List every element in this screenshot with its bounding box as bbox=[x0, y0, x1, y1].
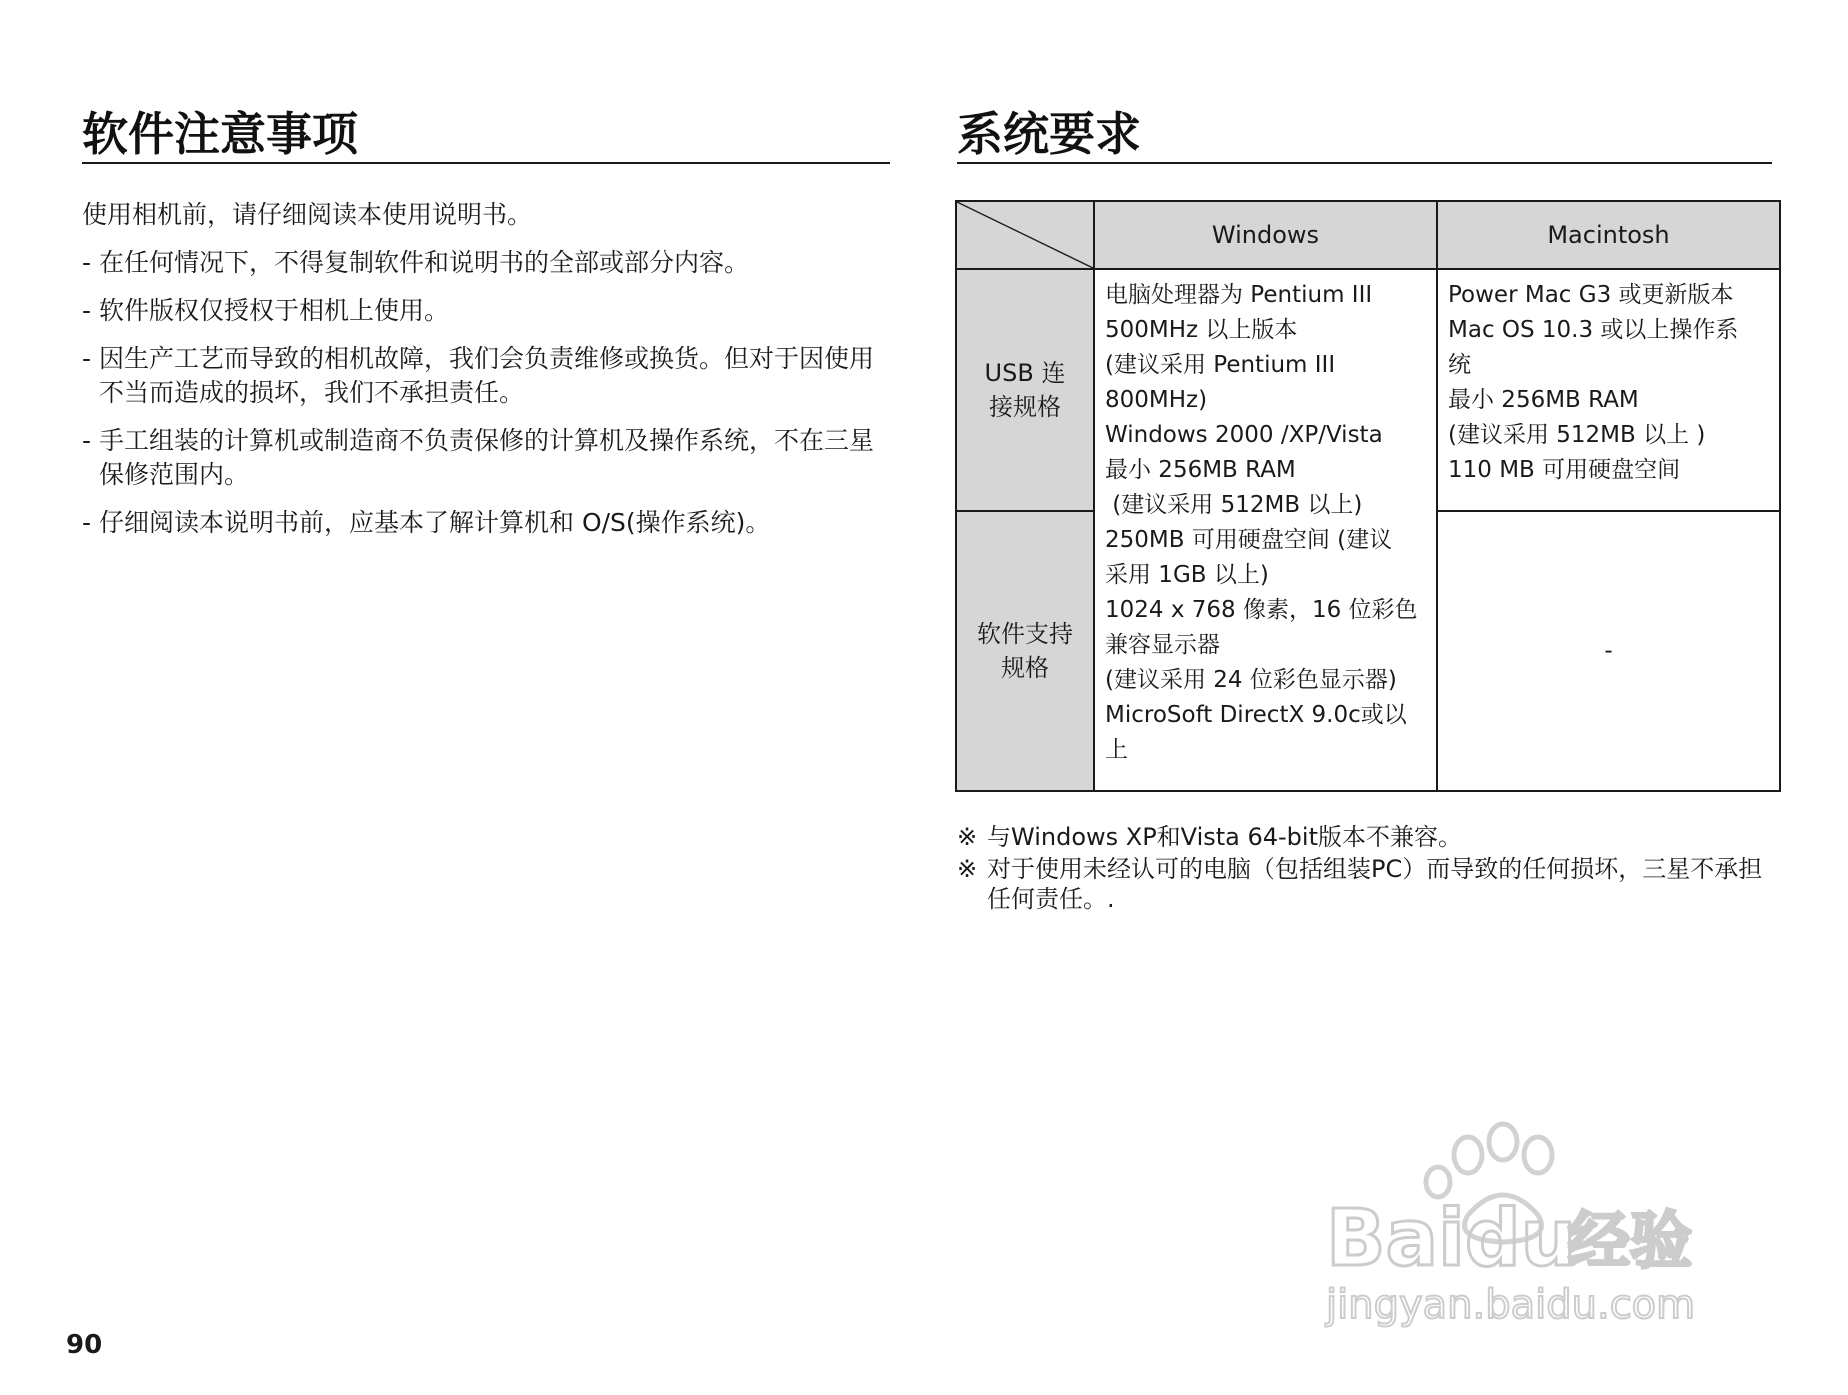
requirements-table bbox=[955, 200, 1781, 792]
paw-logo-icon bbox=[1318, 1120, 1758, 1330]
page-number: 90 bbox=[66, 1330, 103, 1360]
requirement-line: 采用 1GB 以上) bbox=[1105, 562, 1269, 588]
column-header-windows: Windows bbox=[1094, 201, 1437, 269]
list-item bbox=[82, 424, 892, 492]
row-header-software bbox=[956, 511, 1094, 791]
list-item-text: 软件版权仅授权于相机上使用。 bbox=[99, 296, 450, 325]
bullet-dash: - bbox=[82, 296, 92, 325]
list-item-text: 仔细阅读本说明书前，应基本了解计算机和 O/S(操作系统)。 bbox=[99, 508, 771, 537]
notes-list bbox=[82, 246, 892, 554]
table-corner-cell bbox=[956, 201, 1094, 269]
requirement-line: 上 bbox=[1105, 737, 1128, 763]
table-row bbox=[956, 269, 1780, 511]
footnote bbox=[957, 854, 1777, 914]
section-heading-software-notes bbox=[82, 108, 890, 164]
requirement-line: Windows 2000 /XP/Vista bbox=[1105, 422, 1383, 448]
list-item-text: 因生产工艺而导致的相机故障，我们会负责维修或换货。但对于因使用不当而造成的损坏，我们不承担责任。 bbox=[99, 344, 875, 407]
mac-software-cell: - bbox=[1437, 511, 1780, 791]
list-item bbox=[82, 506, 892, 540]
list-item bbox=[82, 342, 892, 410]
baidu-jingyan-watermark bbox=[1318, 1120, 1758, 1330]
bullet-dash: - bbox=[82, 248, 92, 277]
section-title: 系统要求 bbox=[957, 107, 1141, 161]
list-item-text: 手工组装的计算机或制造商不负责保修的计算机及操作系统，不在三星保修范围内。 bbox=[99, 426, 875, 489]
requirement-line: Mac OS 10.3 或以上操作系 bbox=[1448, 317, 1739, 343]
bullet-dash: - bbox=[82, 344, 92, 373]
footnotes-list bbox=[957, 822, 1777, 916]
reference-mark: ※ bbox=[957, 855, 978, 883]
list-item bbox=[82, 294, 892, 328]
section-title: 软件注意事项 bbox=[82, 107, 358, 161]
requirement-line: 1024 x 768 像素，16 位彩色 bbox=[1105, 597, 1418, 623]
requirement-line: (建议采用 Pentium III bbox=[1105, 352, 1336, 378]
requirement-line: 电脑处理器为 Pentium III bbox=[1105, 282, 1373, 308]
requirement-line: 110 MB 可用硬盘空间 bbox=[1448, 457, 1681, 483]
footnote bbox=[957, 822, 1777, 852]
row-header-label: 软件支持规格 bbox=[977, 620, 1073, 682]
requirement-line: 250MB 可用硬盘空间 (建议 bbox=[1105, 527, 1393, 553]
requirement-line: 最小 256MB RAM bbox=[1448, 387, 1639, 413]
row-header-usb bbox=[956, 269, 1094, 511]
bullet-dash: - bbox=[82, 426, 92, 455]
requirement-line: Power Mac G3 或更新版本 bbox=[1448, 282, 1734, 308]
list-item bbox=[82, 246, 892, 280]
footnote-text: 对于使用未经认可的电脑（包括组装PC）而导致的任何损坏，三星不承担任何责任。. bbox=[987, 855, 1763, 913]
table-header-row bbox=[956, 201, 1780, 269]
windows-requirements-cell bbox=[1094, 269, 1437, 791]
mac-usb-requirements-cell bbox=[1437, 269, 1780, 511]
column-header-macintosh: Macintosh bbox=[1437, 201, 1780, 269]
requirement-line: 500MHz 以上版本 bbox=[1105, 317, 1298, 343]
bullet-dash: - bbox=[82, 508, 92, 537]
row-header-label: USB 连接规格 bbox=[984, 359, 1066, 421]
watermark-brand: Baidu bbox=[1326, 1194, 1577, 1284]
requirement-line: (建议采用 512MB 以上) bbox=[1105, 492, 1363, 518]
intro-text: 使用相机前，请仔细阅读本使用说明书。 bbox=[82, 200, 533, 229]
section-heading-system-requirements bbox=[957, 108, 1772, 164]
list-item-text: 在任何情况下，不得复制软件和说明书的全部或部分内容。 bbox=[99, 248, 750, 277]
reference-mark: ※ bbox=[957, 823, 978, 851]
requirement-line: 兼容显示器 bbox=[1105, 632, 1220, 658]
requirement-line: 统 bbox=[1448, 352, 1471, 378]
diagonal-divider bbox=[957, 202, 1093, 268]
watermark-url: jingyan.baidu.com bbox=[1326, 1282, 1696, 1328]
requirement-line: (建议采用 24 位彩色显示器) bbox=[1105, 667, 1397, 693]
requirement-line: MicroSoft DirectX 9.0c或以 bbox=[1105, 702, 1407, 728]
requirement-line: (建议采用 512MB 以上 ) bbox=[1448, 422, 1706, 448]
watermark-brand-cn: 经验 bbox=[1568, 1204, 1693, 1277]
requirement-line: 最小 256MB RAM bbox=[1105, 457, 1296, 483]
footnote-text: 与Windows XP和Vista 64-bit版本不兼容。 bbox=[987, 823, 1462, 851]
requirement-line: 800MHz) bbox=[1105, 387, 1208, 413]
